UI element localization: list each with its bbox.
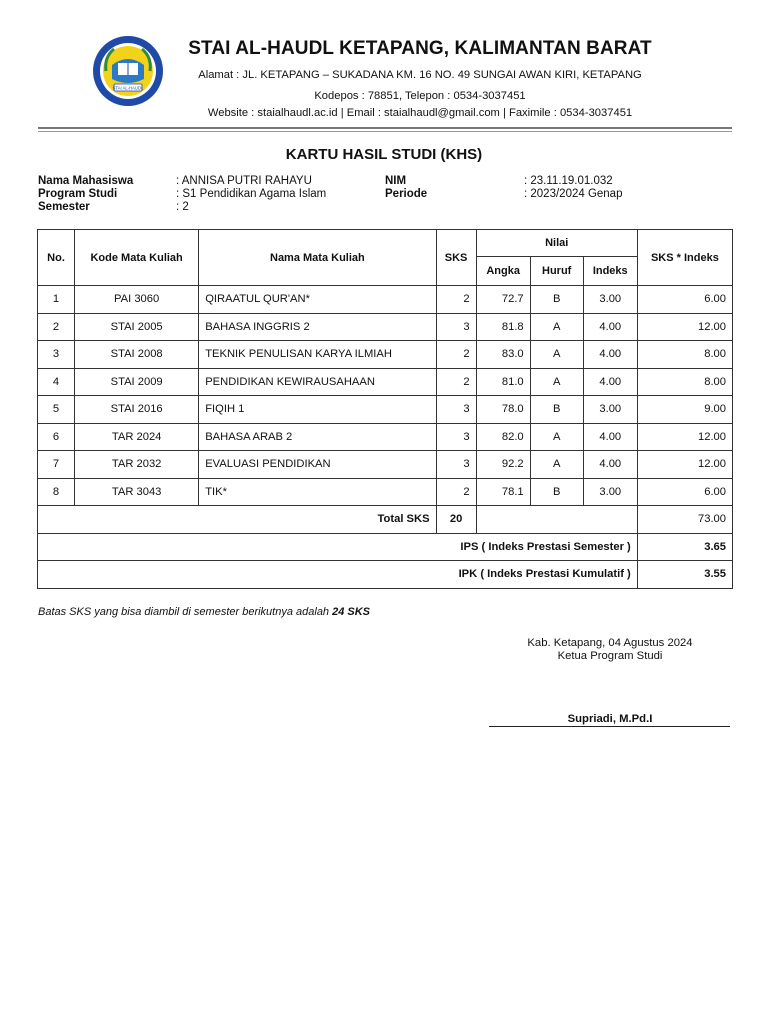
document-title: KARTU HASIL STUDI (KHS) — [285, 146, 483, 163]
cell-code: STAI 2009 — [75, 368, 199, 396]
cell-no: 1 — [38, 286, 75, 314]
program-label: Program Studi — [38, 188, 118, 200]
cell-sks: 2 — [436, 341, 476, 369]
cell-indeks: 3.00 — [583, 286, 637, 314]
cell-sks: 3 — [436, 313, 476, 341]
signature-name: Supriadi, M.Pd.I — [567, 713, 653, 725]
cell-huruf: A — [530, 313, 583, 341]
cell-code: TAR 3043 — [75, 478, 199, 506]
cell-huruf: B — [530, 396, 583, 424]
sks-limit-text: Batas SKS yang bisa diambil di semester berikutnya adalah — [38, 606, 333, 618]
institution-address: Alamat : JL. KETAPANG – SUKADANA KM. 16 NO. 49 SUNGAI AWAN KIRI, KETAPANG — [198, 69, 642, 81]
ipk-label: IPK ( Indeks Prestasi Kumulatif ) — [38, 561, 638, 589]
cell-huruf: A — [530, 451, 583, 479]
cell-huruf: A — [530, 368, 583, 396]
cell-code: TAR 2032 — [75, 451, 199, 479]
institution-contact: Website : staialhaudl.ac.id | Email : staialhaudl@gmail.com | Faximile : 0534-3037451 — [207, 107, 633, 119]
header-angka: Angka — [476, 257, 530, 286]
cell-indeks: 4.00 — [583, 313, 637, 341]
cell-no: 7 — [38, 451, 75, 479]
cell-indeks: 3.00 — [583, 396, 637, 424]
cell-course: BAHASA INGGRIS 2 — [199, 313, 436, 341]
table-row — [38, 368, 733, 396]
header-sks: SKS — [436, 230, 476, 286]
cell-huruf: B — [530, 286, 583, 314]
header-nilai: Nilai — [476, 230, 637, 257]
header-sks-indeks: SKS * Indeks — [637, 230, 732, 286]
cell-sks: 2 — [436, 478, 476, 506]
table-row — [38, 286, 733, 314]
grades-table — [37, 229, 733, 589]
total-sks-label: Total SKS — [38, 506, 437, 534]
cell-indeks: 4.00 — [583, 423, 637, 451]
cell-sks: 3 — [436, 396, 476, 424]
cell-no: 2 — [38, 313, 75, 341]
cell-total: 9.00 — [637, 396, 732, 424]
cell-total: 12.00 — [637, 451, 732, 479]
institution-postal: Kodepos : 78851, Telepon : 0534-3037451 — [314, 90, 526, 102]
institution-name: STAI AL-HAUDL KETAPANG, KALIMANTAN BARAT — [188, 38, 652, 59]
ips-value: 3.65 — [637, 533, 732, 561]
period-value: : 2023/2024 Genap — [524, 188, 623, 200]
cell-huruf: A — [530, 341, 583, 369]
student-name-label: Nama Mahasiswa — [38, 175, 134, 187]
cell-course: PENDIDIKAN KEWIRAUSAHAAN — [199, 368, 436, 396]
cell-sks: 2 — [436, 286, 476, 314]
signature-place-date: Kab. Ketapang, 04 Agustus 2024 — [527, 637, 693, 649]
cell-total: 6.00 — [637, 478, 732, 506]
cell-code: PAI 3060 — [75, 286, 199, 314]
cell-indeks: 3.00 — [583, 478, 637, 506]
cell-angka: 82.0 — [476, 423, 530, 451]
table-row — [38, 341, 733, 369]
total-sks-indeks-value: 73.00 — [637, 506, 732, 534]
cell-huruf: A — [530, 423, 583, 451]
table-row — [38, 313, 733, 341]
cell-course: FIQIH 1 — [199, 396, 436, 424]
cell-course: TIK* — [199, 478, 436, 506]
cell-code: STAI 2008 — [75, 341, 199, 369]
sks-limit-value: 24 SKS — [332, 606, 371, 618]
institution-logo — [92, 35, 164, 107]
cell-no: 5 — [38, 396, 75, 424]
ips-label: IPS ( Indeks Prestasi Semester ) — [38, 533, 638, 561]
table-row — [38, 478, 733, 506]
cell-angka: 92.2 — [476, 451, 530, 479]
table-row — [38, 451, 733, 479]
cell-angka: 83.0 — [476, 341, 530, 369]
ipk-value: 3.55 — [637, 561, 732, 589]
cell-code: STAI 2005 — [75, 313, 199, 341]
cell-indeks: 4.00 — [583, 451, 637, 479]
header-indeks: Indeks — [583, 257, 637, 286]
cell-angka: 78.0 — [476, 396, 530, 424]
table-row — [38, 423, 733, 451]
cell-course: QIRAATUL QUR'AN* — [199, 286, 436, 314]
header-code: Kode Mata Kuliah — [75, 230, 199, 286]
signature-role: Ketua Program Studi — [557, 650, 663, 662]
cell-indeks: 4.00 — [583, 341, 637, 369]
cell-course: BAHASA ARAB 2 — [199, 423, 436, 451]
header-divider-thin — [38, 131, 732, 132]
semester-label: Semester — [38, 201, 90, 213]
cell-course: TEKNIK PENULISAN KARYA ILMIAH — [199, 341, 436, 369]
svg-text:STAI AL-HAUDL: STAI AL-HAUDL — [112, 85, 144, 91]
cell-no: 4 — [38, 368, 75, 396]
nim-value: : 23.11.19.01.032 — [524, 175, 613, 187]
period-label: Periode — [385, 188, 428, 200]
cell-no: 8 — [38, 478, 75, 506]
cell-indeks: 4.00 — [583, 368, 637, 396]
total-sks-value: 20 — [436, 506, 476, 534]
cell-sks: 3 — [436, 423, 476, 451]
cell-course: EVALUASI PENDIDIKAN — [199, 451, 436, 479]
table-row — [38, 396, 733, 424]
cell-total: 6.00 — [637, 286, 732, 314]
cell-total: 12.00 — [637, 313, 732, 341]
cell-angka: 81.8 — [476, 313, 530, 341]
cell-code: STAI 2016 — [75, 396, 199, 424]
header-huruf: Huruf — [530, 257, 583, 286]
cell-sks: 3 — [436, 451, 476, 479]
cell-code: TAR 2024 — [75, 423, 199, 451]
cell-sks: 2 — [436, 368, 476, 396]
header-divider — [38, 127, 732, 129]
semester-value: : 2 — [176, 201, 189, 213]
sks-limit-note — [38, 606, 370, 618]
cell-total: 8.00 — [637, 341, 732, 369]
signature-line — [489, 726, 730, 727]
cell-angka: 72.7 — [476, 286, 530, 314]
student-name-value: : ANNISA PUTRI RAHAYU — [176, 175, 312, 187]
cell-total: 8.00 — [637, 368, 732, 396]
program-value: : S1 Pendidikan Agama Islam — [176, 188, 327, 200]
cell-angka: 81.0 — [476, 368, 530, 396]
cell-angka: 78.1 — [476, 478, 530, 506]
cell-huruf: B — [530, 478, 583, 506]
cell-no: 3 — [38, 341, 75, 369]
cell-no: 6 — [38, 423, 75, 451]
total-empty — [476, 506, 637, 534]
header-no: No. — [38, 230, 75, 286]
nim-label: NIM — [385, 175, 407, 187]
cell-total: 12.00 — [637, 423, 732, 451]
header-course: Nama Mata Kuliah — [199, 230, 436, 286]
